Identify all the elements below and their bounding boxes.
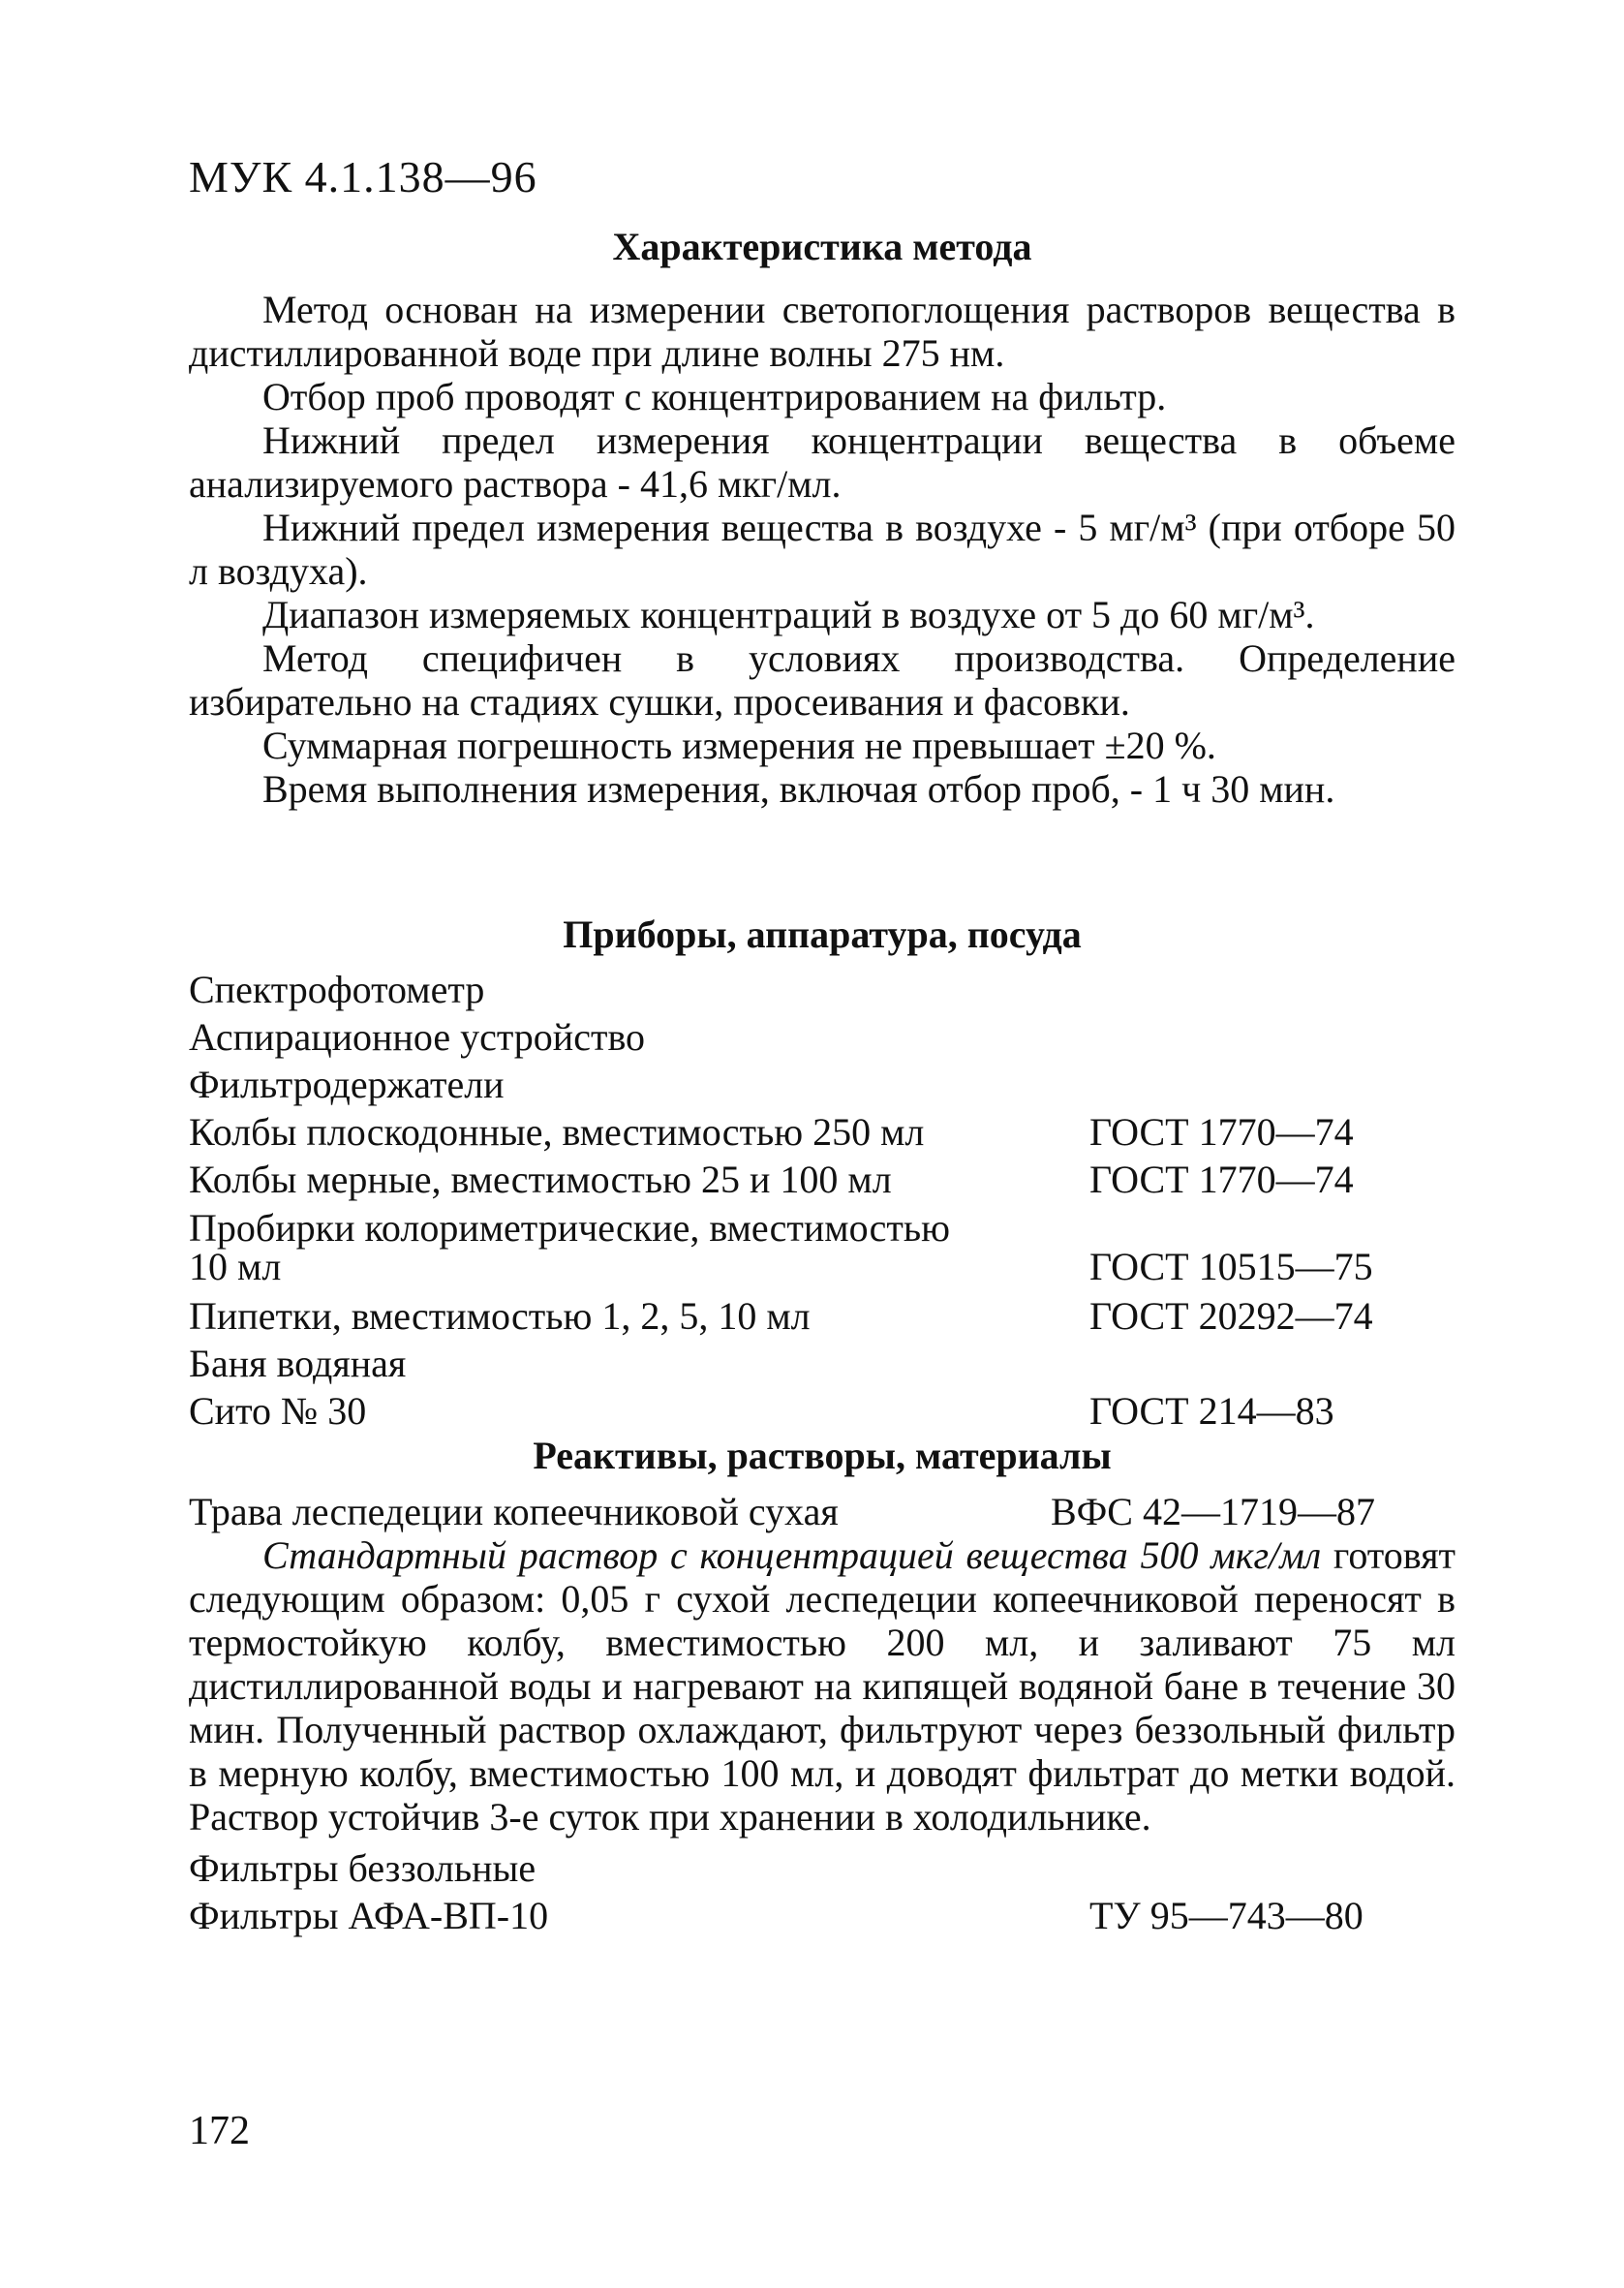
item-name: Колбы мерные, вместимостью 25 и 100 мл [189,1158,892,1201]
document-code: МУК 4.1.138—96 [189,152,537,201]
item-name: Фильтры беззольные [189,1846,536,1890]
paragraph: Нижний предел измерения концентрации вещества в объеме анализируемого раствора - 41,6 мкг/мл. [189,418,1455,506]
item-standard [1089,1340,1455,1387]
paragraph: Метод основан на измерении светопоглощения растворов вещества в дистиллированной воде при длине волны 275 нм. [189,288,1455,375]
paragraph: Метод специфичен в условиях производства. Определение избирательно на стадиях сушки, просеивания и фасовки. [189,636,1455,724]
list-item [189,1490,1455,1533]
list-item [189,1156,1455,1203]
solution-title: Стандартный раствор с концентрацией вещества 500 мкг/мл [262,1533,1322,1577]
solution-paragraph [189,1533,1455,1839]
list-item [189,1061,1455,1108]
paragraph: Диапазон измеряемых концентраций в воздухе от 5 до 60 мг/м³. [262,593,1315,636]
list-item [189,1844,1455,1892]
item-standard [1089,1061,1455,1108]
item-standard: ГОСТ 1770—74 [1089,1158,1354,1201]
item-name: Пробирки колориметрические, вместимостью [189,1206,950,1250]
item-name: Фильтродержатели [189,1063,505,1106]
item-name: 10 мл [189,1245,282,1288]
list-item [189,1340,1455,1387]
item-name: Спектрофотометр [189,968,485,1011]
item-standard [1089,1844,1455,1892]
item-name: Фильтры АФА-ВП-10 [189,1894,549,1937]
list-item [189,1206,1455,1250]
paragraph: Время выполнения измерения, включая отбор проб, - 1 ч 30 мин. [262,767,1335,811]
item-standard [1089,1209,1455,1248]
list-item [189,1013,1455,1061]
list-item [189,966,1455,1013]
item-name: Аспирационное устройство [189,1015,646,1059]
section-title-reagents: Реактивы, растворы, материалы [533,1434,1112,1477]
item-standard [1089,966,1455,1013]
paragraph: Отбор проб проводят с концентрированием на фильтр. [262,375,1167,418]
reagents-block [189,1490,1455,1939]
item-name: Пипетки, вместимостью 1, 2, 5, 10 мл [189,1294,811,1338]
page-number: 172 [189,2109,250,2153]
item-name: Трава леспедеции копеечниковой сухая [189,1490,839,1533]
item-standard: ГОСТ 214—83 [1089,1389,1334,1433]
item-name: Колбы плоскодонные, вместимостью 250 мл [189,1110,925,1154]
item-standard [1089,1013,1455,1061]
list-item [189,1108,1455,1156]
item-standard: ТУ 95—743—80 [1089,1894,1364,1937]
method-characteristics [189,288,1455,811]
paragraph: Нижний предел измерения вещества в воздухе - 5 мг/м³ (при отборе 50 л воздуха). [189,506,1455,593]
item-standard: ВФС 42—1719—87 [1051,1490,1375,1533]
section-title-method: Характеристика метода [612,225,1032,268]
list-item [189,1892,1455,1939]
item-name: Сито № 30 [189,1389,367,1433]
list-item [189,1292,1455,1340]
item-standard: ГОСТ 10515—75 [1089,1245,1373,1288]
list-item [189,1245,1455,1288]
solution-text: готовят следующим образом: 0,05 г сухой леспедеции копеечниковой переносят в термостойкую колбу, вместимостью 200 мл, и заливают 75 мл дистиллированной воды и нагревают на кипящей водяной бане в течение 30 мин. Полученный раствор охлаждают, фильтруют через беззольный фильтр в мерную колбу, вместимостью 100 мл, и доводят фильтрат до метки водой. Раствор устойчив 3-е суток при хранении в холодильнике. [189,1533,1455,1839]
paragraph: Суммарная погрешность измерения не превышает ±20 %. [262,724,1216,767]
filters-list [189,1844,1455,1939]
section-title-equipment: Приборы, аппаратура, посуда [563,912,1082,956]
equipment-list [189,966,1455,1435]
item-standard: ГОСТ 1770—74 [1089,1110,1354,1154]
item-name: Баня водяная [189,1342,407,1385]
item-standard: ГОСТ 20292—74 [1089,1294,1373,1338]
list-item [189,1387,1455,1435]
